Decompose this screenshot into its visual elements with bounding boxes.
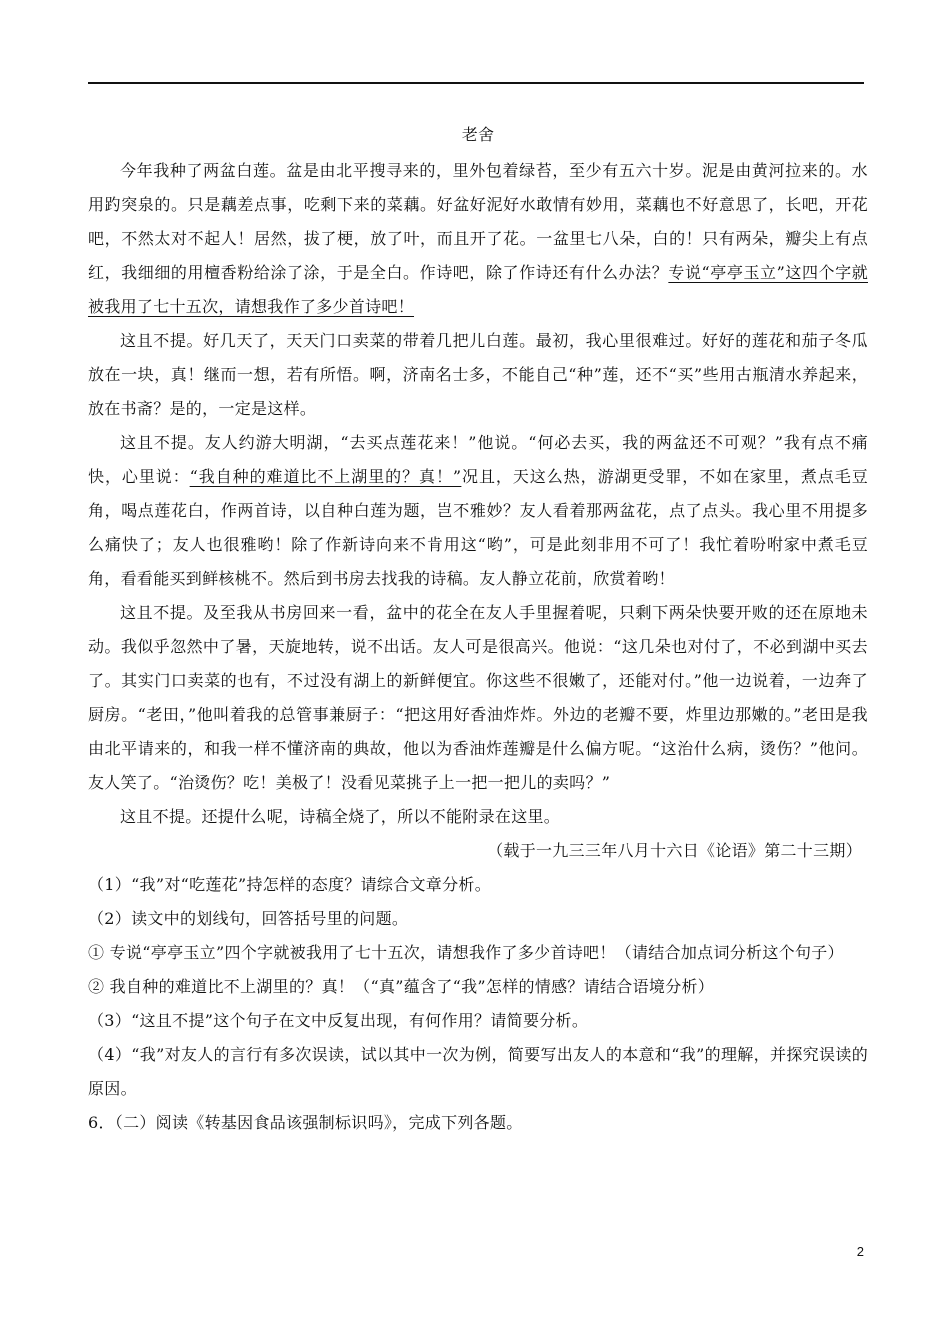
paragraph-4: 这且不提。及至我从书房回来一看，盆中的花全在友人手里握着呢，只剩下两朵快要开败的还在原地未动。我似乎忽然中了暑，天旋地转，说不出话。友人可是很高兴。他说：“这几朵也对付了，不必到湖中买去了。其实门口卖菜的也有，不过没有湖上的新鲜便宜。你这些不很嫩了，还能对付。”他一边说着，一边奔了厨房。“老田，”他叫着我的总管事兼厨子：“把这用好香油炸炸。外边的老瓣不要，炸里边那嫩的。”老田是我由北平请来的，和我一样不懂济南的典故，他以为香油炸莲瓣是什么偏方呢。“这治什么病，烫伤？”他问。友人笑了。“治烫伤？吃！美极了！没看见菜挑子上一把一把儿的卖吗？” [88,603,868,792]
paragraph-1 [88,154,868,324]
paragraph-2: 这且不提。好几天了，天天门口卖菜的带着几把儿白莲。最初，我心里很难过。好好的莲花和茄子冬瓜放在一块，真！继而一想，若有所悟。啊，济南名士多，不能自己“种”莲，还不“买”些用古瓶清水养起来，放在书斋？是的，一定是这样。 [88,331,868,418]
next-section-heading: 6．（二）阅读《转基因食品该强制标识吗》，完成下列各题。 [88,1113,523,1132]
paragraph-1-text: 今年我种了两盆白莲。盆是由北平搜寻来的，里外包着绿苔，至少有五六十岁。泥是由黄河拉来的。水用趵突泉的。只是藕差点事，吃剩下来的菜藕。好盆好泥好水敢情有妙用，菜藕也不好意思了，长吧，开花吧，不然太对不起人！居然，拔了梗，放了叶，而且开了花。一盆里七八朵，白的！只有两朵，瓣尖上有点红，我细细的用檀香粉给涂了涂，于是全白。作诗吧，除了作诗还有什么办法？ [88,161,868,282]
article-source: （载于一九三三年八月十六日《论语》第二十三期） [487,841,862,860]
page-number: 2 [856,1244,864,1259]
question-4: （4）“我”对友人的言行有多次误读，试以其中一次为例，简要写出友人的本意和“我”的理解，并探究误读的原因。 [88,1045,868,1098]
underlined-sentence-2: “我自种的难道比不上湖里的？真！” [189,467,462,486]
paragraph-3-text-a: 这且不提。友人约游大明湖，“去买点莲花来！”他说。“何必去买，我的两盆还不可观？”我有点不痛快，心里说： [88,433,868,486]
paragraph-3 [88,426,868,596]
article-body [88,118,868,1140]
paragraph-5: 这且不提。还提什么呢，诗稿全烧了，所以不能附录在这里。 [120,807,561,826]
underlined-sentence-1: 专说“亭亭玉立”这四个字就被我用了七十五次，请想我作了多少首诗吧！ [88,263,868,316]
question-2-sub-1: ① 专说“亭亭玉立”四个字就被我用了七十五次，请想我作了多少首诗吧！（请结合加点词分析这个句子） [88,943,844,962]
header-rule [88,82,864,84]
question-3: （3）“这且不提”这个句子在文中反复出现，有何作用？请简要分析。 [88,1011,589,1030]
question-2-sub-2: ② 我自种的难道比不上湖里的？真！（“真”蕴含了“我”怎样的情感？请结合语境分析） [88,977,715,996]
article-author: 老舍 [461,125,495,144]
question-2: （2）读文中的划线句，回答括号里的问题。 [88,909,409,928]
paragraph-3-text-b: 况且，天这么热，游湖更受罪，不如在家里，煮点毛豆角，喝点莲花白，作两首诗，以自种白莲为题，岂不雅妙？友人看着那两盆花，点了点头。我心里不用提多么痛快了；友人也很雅哟！除了作新诗向来不肯用这“哟”，可是此刻非用不可了！我忙着吩咐家中煮毛豆角，看看能买到鲜核桃不。然后到书房去找我的诗稿。友人静立花前，欣赏着哟！ [88,467,868,588]
question-1: （1）“我”对“吃莲花”持怎样的态度？请综合文章分析。 [88,875,491,894]
